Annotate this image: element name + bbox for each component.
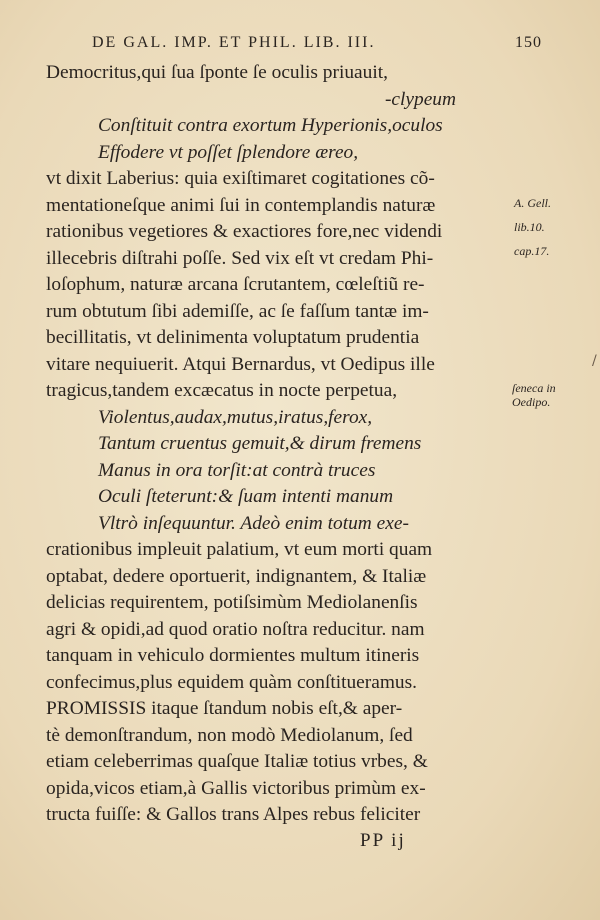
text-line: Violentus,audax,mutus,iratus,ferox, <box>98 406 373 428</box>
text-line: agri & opidi,ad quod oratio noſtra reducitur. nam <box>46 618 425 640</box>
margin-mark: / <box>592 353 597 369</box>
text-line: delicias requirentem, potiſsimùm Mediolanenſis <box>46 592 418 613</box>
text-line: Oculi ſteterunt:& ſuam intenti manum <box>98 486 394 507</box>
text-line: vitare nequiuerit. Atqui Bernardus, vt Oedipus ille <box>46 353 435 375</box>
text-line: vt dixit Laberius: quia exiſtimaret cogitationes cõ- <box>46 168 435 189</box>
running-head <box>92 34 542 52</box>
text-line: tragicus,tandem excæcatus in nocte perpetua, <box>46 380 398 401</box>
margin-note-line: lib.10. <box>514 220 545 234</box>
margin-note-gellius-book <box>514 220 545 234</box>
text-line: PROMISSIS itaque ſtandum nobis eſt,& aper- <box>46 698 403 719</box>
text-line: optabat, dedere oportuerit, indignantem, & Italiæ <box>46 565 427 587</box>
text-line: illecebris diſtrahi poſſe. Sed vix eſt vt credam Phi- <box>46 247 434 269</box>
signature-mark: PP ij <box>360 830 406 851</box>
text-line: mentationeſque animi ſui in contemplandis naturæ <box>46 194 436 216</box>
text-line: tè demonſtrandum, non modò Mediolanum, ſed <box>46 724 413 746</box>
text-line: tanquam in vehiculo dormientes multum itineris <box>46 645 420 666</box>
text-line: tructa fuiſſe: & Gallos trans Alpes rebus feliciter <box>46 804 421 825</box>
text-line: crationibus impleuit palatium, vt eum morti quam <box>46 539 433 560</box>
text-line: loſophum, naturæ arcana ſcrutantem, cœleſtiũ re- <box>46 274 425 295</box>
margin-note-gellius-chapter <box>514 244 549 258</box>
text-line: Effodere vt poſſet ſplendore æreo, <box>98 141 359 163</box>
text-line: opida,vicos etiam,à Gallis victoribus primùm ex- <box>46 777 426 799</box>
margin-note-gellius <box>514 196 551 210</box>
margin-note-line: cap.17. <box>514 244 550 258</box>
text-line: -clypeum <box>384 88 456 110</box>
running-head-title: DE GAL. IMP. ET PHIL. LIB. III. <box>92 34 376 51</box>
text-line: Tantum cruentus gemuit,& dirum fremens <box>98 433 422 454</box>
margin-note-line: ſeneca in <box>512 381 556 395</box>
page-number: 150 <box>515 34 542 51</box>
margin-note-seneca <box>512 381 556 409</box>
text-line: confecimus,plus equidem quàm conſtitueramus. <box>46 671 418 693</box>
text-line: etiam celeberrimas quaſque Italiæ totius vrbes, & <box>46 751 428 772</box>
text-line: Vltrò inſequuntur. Adeò enim totum exe- <box>98 512 409 534</box>
text-line: Conſtituit contra exortum Hyperionis,oculos <box>98 115 443 136</box>
margin-note-line: A. Gell. <box>514 196 551 210</box>
text-line: Democritus,qui ſua ſponte ſe oculis priuauit, <box>46 62 388 83</box>
text-line: rum obtutum ſibi ademiſſe, ac ſe faſſum tantæ im- <box>46 300 429 322</box>
text-line: becillitatis, vt delinimenta voluptatum prudentia <box>46 327 420 348</box>
main-text-block <box>46 60 516 829</box>
margin-note-line: Oedipo. <box>512 395 551 409</box>
text-line: Manus in ora torſit:at contrà truces <box>98 459 376 481</box>
text-line: rationibus vegetiores & exactiores fore,nec videndi <box>46 221 443 242</box>
